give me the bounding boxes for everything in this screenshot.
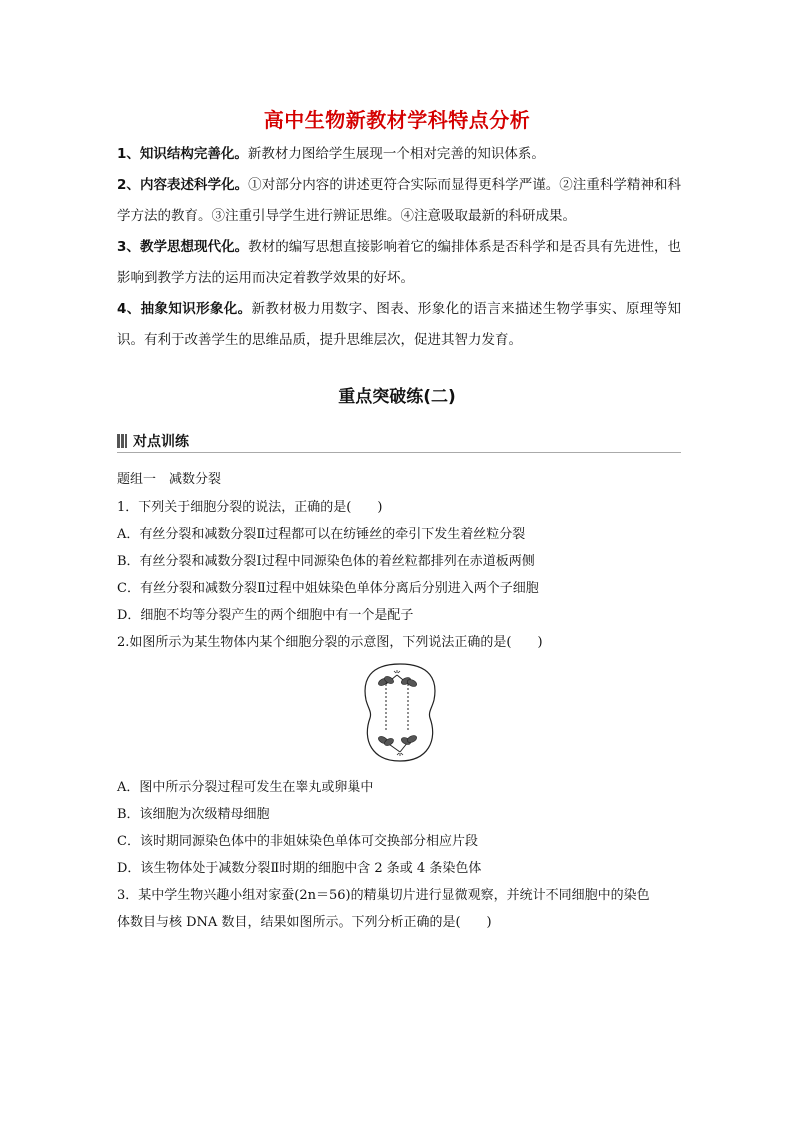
point-2-text: ①对部分内容的讲述更符合实际而显得更科学严谨。②注重科学精神和科学方法的教育。③注重引导学生进行辨证思维。④注意吸取最新的科研成果。 (117, 177, 681, 224)
point-3-text: 教材的编写思想直接影响着它的编排体系是否科学和是否具有先进性，也影响到教学方法的运用而决定着教学效果的好坏。 (117, 239, 681, 286)
tag-bars-icon (117, 434, 127, 448)
q2-stem: 2.如图所示为某生物体内某个细胞分裂的示意图，下列说法正确的是( ) (117, 635, 543, 650)
q2-option-a: A．图中所示分裂过程可发生在睾丸或卵巢中 (117, 780, 374, 795)
point-4-head: 4、抽象知识形象化。 (117, 301, 252, 317)
point-4 (117, 294, 681, 356)
point-3-head: 3、教学思想现代化。 (117, 239, 249, 255)
q1-option-a: A．有丝分裂和减数分裂Ⅱ过程都可以在纺锤丝的牵引下发生着丝粒分裂 (117, 527, 526, 542)
section-tag (117, 430, 189, 452)
cell-division-figure (350, 660, 450, 765)
q1-option-c: C．有丝分裂和减数分裂Ⅱ过程中姐妹染色单体分离后分别进入两个子细胞 (117, 581, 539, 596)
point-1-head: 1、知识结构完善化。 (117, 146, 248, 162)
q1-stem: 1．下列关于细胞分裂的说法，正确的是( ) (117, 500, 383, 515)
point-3 (117, 232, 681, 294)
point-2 (117, 170, 681, 232)
tag-underline (117, 452, 681, 453)
point-4-text: 新教材极力用数字、图表、形象化的语言来描述生物学事实、原理等知识。有利于改善学生的思维品质，提升思维层次，促进其智力发育。 (117, 301, 681, 348)
group-heading: 题组一 减数分裂 (117, 472, 222, 487)
q2-option-b: B．该细胞为次级精母细胞 (117, 807, 270, 822)
q3-stem-line-1: 3．某中学生物兴趣小组对家蚕(2n＝56)的精巢切片进行显微观察，并统计不同细胞中的染色 (117, 888, 650, 903)
point-1-text: 新教材力图给学生展现一个相对完善的知识体系。 (247, 146, 545, 162)
q3-stem-line-2: 体数目与核 DNA 数目，结果如图所示。下列分析正确的是( ) (117, 915, 492, 930)
page-title: 高中生物新教材学科特点分析 (263, 108, 531, 132)
point-2-head: 2、内容表述科学化。 (117, 177, 249, 193)
section-title: 重点突破练(二) (338, 387, 456, 407)
point-1 (117, 139, 681, 170)
q1-option-d: D．细胞不均等分裂产生的两个细胞中有一个是配子 (117, 608, 414, 623)
q2-option-c: C．该时期同源染色体中的非姐妹染色单体可交换部分相应片段 (117, 834, 478, 849)
section-tag-label: 对点训练 (133, 434, 189, 450)
q1-option-b: B．有丝分裂和减数分裂Ⅰ过程中同源染色体的着丝粒都排列在赤道板两侧 (117, 554, 535, 569)
q2-option-d: D．该生物体处于减数分裂Ⅱ时期的细胞中含 2 条或 4 条染色体 (117, 861, 482, 876)
